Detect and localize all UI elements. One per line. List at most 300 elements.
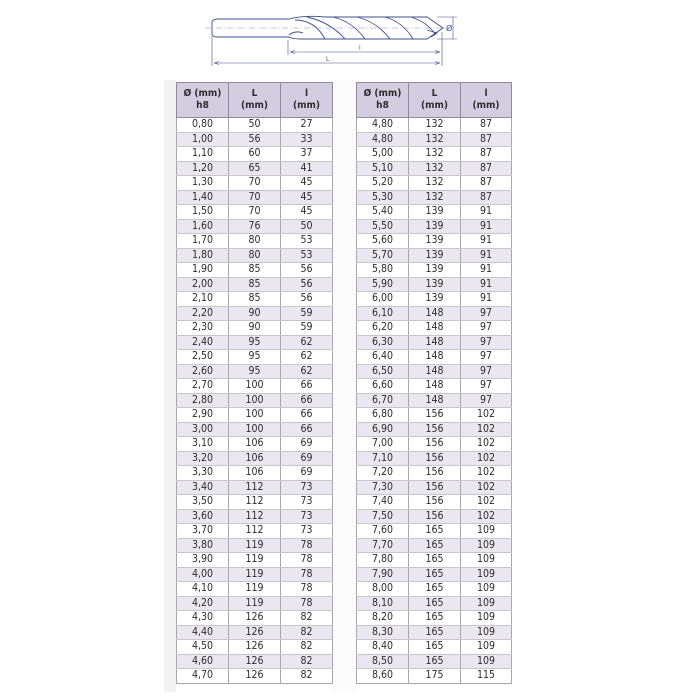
table-row <box>177 335 333 350</box>
table-row <box>357 292 512 307</box>
total-length-cell: 119 <box>229 596 281 611</box>
total-length-cell: 139 <box>409 205 461 220</box>
table-row <box>357 350 512 365</box>
table-row <box>177 205 333 220</box>
flute-length-cell: 73 <box>281 480 333 495</box>
table-header-row <box>177 83 333 118</box>
table-row <box>357 553 512 568</box>
table-row <box>177 292 333 307</box>
table-body-right <box>357 118 512 684</box>
total-length-cell: 132 <box>409 190 461 205</box>
total-length-cell: 148 <box>409 335 461 350</box>
flute-length-cell: 37 <box>281 147 333 162</box>
diameter-cell: 4,30 <box>177 611 229 626</box>
total-length-cell: 126 <box>229 611 281 626</box>
table-row <box>357 190 512 205</box>
header-flute-length <box>461 83 512 118</box>
table-row <box>357 364 512 379</box>
flute-length-cell: 69 <box>281 437 333 452</box>
table-row <box>177 567 333 582</box>
diameter-cell: 6,70 <box>357 393 409 408</box>
diameter-cell: 0,80 <box>177 118 229 133</box>
flute-length-cell: 69 <box>281 466 333 481</box>
diameter-cell: 3,10 <box>177 437 229 452</box>
flute-length-cell: 53 <box>281 234 333 249</box>
total-length-cell: 95 <box>229 350 281 365</box>
total-length-cell: 148 <box>409 321 461 336</box>
diameter-cell: 6,80 <box>357 408 409 423</box>
flute-length-cell: 66 <box>281 379 333 394</box>
diameter-cell: 7,70 <box>357 538 409 553</box>
table-header-row <box>357 83 512 118</box>
diameter-cell: 1,40 <box>177 190 229 205</box>
flute-length-cell: 97 <box>461 306 512 321</box>
flute-length-cell: 91 <box>461 234 512 249</box>
total-length-cell: 156 <box>409 437 461 452</box>
total-length-cell: 85 <box>229 292 281 307</box>
diameter-cell: 7,80 <box>357 553 409 568</box>
total-length-cell: 165 <box>409 596 461 611</box>
diameter-cell: 3,60 <box>177 509 229 524</box>
table-row <box>177 524 333 539</box>
diameter-cell: 2,60 <box>177 364 229 379</box>
flute-length-cell: 109 <box>461 553 512 568</box>
table-row <box>177 306 333 321</box>
diameter-cell: 6,40 <box>357 350 409 365</box>
flute-length-cell: 53 <box>281 248 333 263</box>
table-gap-panel <box>332 80 356 692</box>
table-row <box>357 422 512 437</box>
flute-length-cell: 109 <box>461 611 512 626</box>
flute-length-cell: 45 <box>281 190 333 205</box>
flute-length-cell: 56 <box>281 292 333 307</box>
table-row <box>357 509 512 524</box>
flute-length-cell: 78 <box>281 596 333 611</box>
total-length-cell: 85 <box>229 277 281 292</box>
total-length-cell: 139 <box>409 277 461 292</box>
flute-length-cell: 97 <box>461 364 512 379</box>
total-length-cell: 126 <box>229 654 281 669</box>
diameter-cell: 4,80 <box>357 118 409 133</box>
header-diameter <box>357 83 409 118</box>
diameter-cell: 5,60 <box>357 234 409 249</box>
total-length-cell: 165 <box>409 567 461 582</box>
diameter-cell: 2,90 <box>177 408 229 423</box>
header-flute-length-label: l <box>484 88 488 99</box>
table-row <box>177 219 333 234</box>
table-row <box>177 640 333 655</box>
drill-size-table-right <box>356 82 512 684</box>
total-length-cell: 70 <box>229 205 281 220</box>
table-row <box>177 161 333 176</box>
total-length-cell: 139 <box>409 219 461 234</box>
flute-length-cell: 73 <box>281 524 333 539</box>
flute-length-cell: 109 <box>461 596 512 611</box>
total-length-cell: 119 <box>229 567 281 582</box>
total-length-cell: 156 <box>409 466 461 481</box>
flute-length-cell: 102 <box>461 495 512 510</box>
total-length-cell: 139 <box>409 248 461 263</box>
flute-length-cell: 97 <box>461 321 512 336</box>
diameter-cell: 1,30 <box>177 176 229 191</box>
total-length-cell: 156 <box>409 422 461 437</box>
table-body-left <box>177 118 333 684</box>
total-length-cell: 65 <box>229 161 281 176</box>
diameter-cell: 6,90 <box>357 422 409 437</box>
flute-length-cell: 109 <box>461 654 512 669</box>
flute-length-cell: 109 <box>461 582 512 597</box>
total-length-cell: 165 <box>409 625 461 640</box>
table-row <box>357 669 512 684</box>
table-row <box>177 582 333 597</box>
table-row <box>177 654 333 669</box>
table-row <box>177 451 333 466</box>
table-row <box>357 248 512 263</box>
header-total-length-label: L <box>251 88 258 99</box>
flute-length-cell: 87 <box>461 118 512 133</box>
table-row <box>177 422 333 437</box>
diameter-cell: 4,40 <box>177 625 229 640</box>
flute-length-cell: 73 <box>281 509 333 524</box>
total-length-cell: 106 <box>229 437 281 452</box>
diameter-cell: 3,70 <box>177 524 229 539</box>
diameter-cell: 2,40 <box>177 335 229 350</box>
flute-length-cell: 109 <box>461 567 512 582</box>
total-length-cell: 119 <box>229 553 281 568</box>
flute-length-cell: 102 <box>461 509 512 524</box>
table-row <box>357 205 512 220</box>
diameter-cell: 5,90 <box>357 277 409 292</box>
flute-length-cell: 87 <box>461 161 512 176</box>
total-length-cell: 165 <box>409 553 461 568</box>
header-diameter-tolerance: h8 <box>196 100 209 111</box>
diameter-cell: 5,70 <box>357 248 409 263</box>
total-length-cell: 165 <box>409 611 461 626</box>
flute-length-cell: 97 <box>461 350 512 365</box>
table-row <box>177 625 333 640</box>
diameter-cell: 2,70 <box>177 379 229 394</box>
total-length-cell: 50 <box>229 118 281 133</box>
diameter-cell: 7,10 <box>357 451 409 466</box>
total-length-cell: 156 <box>409 509 461 524</box>
flute-length-cell: 102 <box>461 422 512 437</box>
table-row <box>357 480 512 495</box>
total-length-cell: 70 <box>229 176 281 191</box>
diameter-cell: 4,70 <box>177 669 229 684</box>
diameter-cell: 8,40 <box>357 640 409 655</box>
total-length-cell: 100 <box>229 379 281 394</box>
table-row <box>357 219 512 234</box>
total-length-cell: 132 <box>409 147 461 162</box>
table-row <box>357 393 512 408</box>
diameter-cell: 3,00 <box>177 422 229 437</box>
total-length-cell: 139 <box>409 234 461 249</box>
diameter-cell: 7,30 <box>357 480 409 495</box>
table-row <box>177 611 333 626</box>
diameter-cell: 4,20 <box>177 596 229 611</box>
flute-length-cell: 91 <box>461 205 512 220</box>
total-length-cell: 95 <box>229 335 281 350</box>
header-diameter-label: Ø (mm) <box>183 88 222 99</box>
flute-length-cell: 78 <box>281 582 333 597</box>
flute-length-cell: 102 <box>461 480 512 495</box>
table-row <box>177 190 333 205</box>
total-length-cell: 126 <box>229 625 281 640</box>
diameter-cell: 6,50 <box>357 364 409 379</box>
diameter-cell: 1,90 <box>177 263 229 278</box>
table-row <box>357 437 512 452</box>
flute-length-cell: 91 <box>461 219 512 234</box>
header-total-length <box>229 83 281 118</box>
total-length-cell: 148 <box>409 379 461 394</box>
table-row <box>357 495 512 510</box>
table-row <box>177 321 333 336</box>
flute-length-cell: 97 <box>461 379 512 394</box>
diameter-cell: 2,10 <box>177 292 229 307</box>
total-length-cell: 148 <box>409 393 461 408</box>
flute-length-cell: 41 <box>281 161 333 176</box>
diameter-cell: 7,20 <box>357 466 409 481</box>
total-length-cell: 148 <box>409 350 461 365</box>
flute-length-cell: 78 <box>281 553 333 568</box>
total-length-cell: 139 <box>409 263 461 278</box>
total-length-cell: 80 <box>229 234 281 249</box>
total-length-cell: 139 <box>409 292 461 307</box>
total-length-symbol: L <box>326 56 330 63</box>
total-length-cell: 70 <box>229 190 281 205</box>
total-length-cell: 56 <box>229 132 281 147</box>
diameter-cell: 3,50 <box>177 495 229 510</box>
header-total-length <box>409 83 461 118</box>
table-row <box>357 147 512 162</box>
header-total-length-unit: (mm) <box>241 100 268 111</box>
diameter-cell: 2,20 <box>177 306 229 321</box>
total-length-cell: 112 <box>229 495 281 510</box>
total-length-cell: 119 <box>229 538 281 553</box>
flute-length-cell: 109 <box>461 625 512 640</box>
table-row <box>177 437 333 452</box>
table-row <box>177 408 333 423</box>
table-row <box>177 350 333 365</box>
total-length-cell: 112 <box>229 509 281 524</box>
flute-length-symbol: l <box>359 45 361 52</box>
flute-length-cell: 82 <box>281 640 333 655</box>
table-row <box>357 118 512 133</box>
flute-length-cell: 66 <box>281 408 333 423</box>
header-flute-length-unit: (mm) <box>472 100 500 111</box>
diameter-cell: 8,30 <box>357 625 409 640</box>
flute-length-cell: 91 <box>461 263 512 278</box>
total-length-cell: 156 <box>409 408 461 423</box>
flute-length-cell: 62 <box>281 350 333 365</box>
flute-length-cell: 87 <box>461 190 512 205</box>
flute-length-cell: 102 <box>461 408 512 423</box>
diameter-cell: 1,20 <box>177 161 229 176</box>
flute-length-cell: 91 <box>461 248 512 263</box>
flute-length-cell: 91 <box>461 277 512 292</box>
table-row <box>177 553 333 568</box>
diameter-cell: 7,50 <box>357 509 409 524</box>
table-row <box>357 538 512 553</box>
table-row <box>357 306 512 321</box>
diameter-cell: 5,00 <box>357 147 409 162</box>
diameter-symbol: Ø <box>446 24 453 33</box>
table-row <box>177 277 333 292</box>
table-row <box>177 669 333 684</box>
total-length-cell: 126 <box>229 640 281 655</box>
total-length-cell: 95 <box>229 364 281 379</box>
diameter-cell: 8,10 <box>357 596 409 611</box>
flute-length-cell: 97 <box>461 393 512 408</box>
flute-length-cell: 62 <box>281 364 333 379</box>
total-length-cell: 165 <box>409 538 461 553</box>
drill-bit-outline <box>205 16 453 39</box>
flute-length-cell: 59 <box>281 306 333 321</box>
flute-length-cell: 102 <box>461 466 512 481</box>
table-row <box>357 321 512 336</box>
diameter-cell: 1,80 <box>177 248 229 263</box>
table-row <box>357 654 512 669</box>
diameter-cell: 1,00 <box>177 132 229 147</box>
diameter-cell: 2,50 <box>177 350 229 365</box>
flute-length-cell: 50 <box>281 219 333 234</box>
flute-length-cell: 33 <box>281 132 333 147</box>
diameter-cell: 5,10 <box>357 161 409 176</box>
table-row <box>357 335 512 350</box>
table-row <box>177 147 333 162</box>
total-length-cell: 85 <box>229 263 281 278</box>
diameter-cell: 2,00 <box>177 277 229 292</box>
diameter-cell: 3,30 <box>177 466 229 481</box>
header-flute-length-label: l <box>304 88 309 99</box>
total-length-cell: 132 <box>409 132 461 147</box>
diameter-cell: 3,80 <box>177 538 229 553</box>
diameter-cell: 4,80 <box>357 132 409 147</box>
flute-length-cell: 45 <box>281 205 333 220</box>
diameter-cell: 6,60 <box>357 379 409 394</box>
diameter-cell: 6,30 <box>357 335 409 350</box>
table-row <box>357 408 512 423</box>
diameter-cell: 7,40 <box>357 495 409 510</box>
flute-length-cell: 66 <box>281 393 333 408</box>
table-row <box>177 393 333 408</box>
flute-length-cell: 109 <box>461 538 512 553</box>
table-row <box>357 379 512 394</box>
total-length-cell: 100 <box>229 393 281 408</box>
diameter-cell: 8,20 <box>357 611 409 626</box>
diameter-cell: 4,00 <box>177 567 229 582</box>
flute-length-cell: 82 <box>281 611 333 626</box>
flute-length-cell: 82 <box>281 669 333 684</box>
flute-length-cell: 62 <box>281 335 333 350</box>
diameter-cell: 8,50 <box>357 654 409 669</box>
diameter-cell: 8,00 <box>357 582 409 597</box>
diameter-cell: 3,40 <box>177 480 229 495</box>
dimension-lines <box>212 17 457 66</box>
diameter-cell: 1,70 <box>177 234 229 249</box>
diameter-cell: 8,60 <box>357 669 409 684</box>
table-row <box>357 451 512 466</box>
flute-length-cell: 73 <box>281 495 333 510</box>
total-length-cell: 132 <box>409 176 461 191</box>
total-length-cell: 100 <box>229 408 281 423</box>
table-row <box>177 509 333 524</box>
diameter-cell: 7,00 <box>357 437 409 452</box>
header-total-length-unit: (mm) <box>421 100 448 111</box>
table-row <box>177 379 333 394</box>
background-panel <box>164 80 176 692</box>
drill-size-table-left <box>176 82 333 684</box>
table-row <box>177 466 333 481</box>
diameter-cell: 5,40 <box>357 205 409 220</box>
diameter-cell: 2,30 <box>177 321 229 336</box>
diameter-cell: 1,60 <box>177 219 229 234</box>
table-row <box>177 495 333 510</box>
total-length-cell: 148 <box>409 306 461 321</box>
diameter-cell: 6,20 <box>357 321 409 336</box>
total-length-cell: 156 <box>409 480 461 495</box>
total-length-cell: 90 <box>229 321 281 336</box>
flute-length-cell: 115 <box>461 669 512 684</box>
header-total-length-label: L <box>431 88 438 99</box>
table-row <box>357 567 512 582</box>
diameter-cell: 4,60 <box>177 654 229 669</box>
header-diameter-label: Ø (mm) <box>363 88 402 99</box>
flute-length-cell: 69 <box>281 451 333 466</box>
table-row <box>177 538 333 553</box>
total-length-cell: 165 <box>409 640 461 655</box>
total-length-cell: 119 <box>229 582 281 597</box>
diameter-cell: 2,80 <box>177 393 229 408</box>
flute-length-cell: 27 <box>281 118 333 133</box>
flute-length-cell: 87 <box>461 147 512 162</box>
flute-length-cell: 45 <box>281 176 333 191</box>
total-length-cell: 90 <box>229 306 281 321</box>
header-diameter-tolerance: h8 <box>376 100 389 111</box>
diameter-cell: 5,20 <box>357 176 409 191</box>
total-length-cell: 112 <box>229 480 281 495</box>
total-length-cell: 175 <box>409 669 461 684</box>
total-length-cell: 126 <box>229 669 281 684</box>
diameter-cell: 5,80 <box>357 263 409 278</box>
flute-length-cell: 102 <box>461 451 512 466</box>
table-row <box>177 176 333 191</box>
diameter-cell: 7,90 <box>357 567 409 582</box>
diameter-cell: 1,50 <box>177 205 229 220</box>
total-length-cell: 106 <box>229 451 281 466</box>
total-length-cell: 60 <box>229 147 281 162</box>
flute-length-cell: 56 <box>281 263 333 278</box>
diameter-cell: 3,20 <box>177 451 229 466</box>
flute-length-cell: 109 <box>461 524 512 539</box>
table-row <box>357 263 512 278</box>
table-row <box>357 625 512 640</box>
flute-length-cell: 102 <box>461 437 512 452</box>
table-row <box>357 132 512 147</box>
total-length-cell: 132 <box>409 118 461 133</box>
table-row <box>357 596 512 611</box>
diameter-cell: 7,60 <box>357 524 409 539</box>
total-length-cell: 156 <box>409 495 461 510</box>
table-row <box>177 132 333 147</box>
total-length-cell: 165 <box>409 654 461 669</box>
total-length-cell: 100 <box>229 422 281 437</box>
table-row <box>357 524 512 539</box>
table-row <box>177 234 333 249</box>
diameter-cell: 6,00 <box>357 292 409 307</box>
table-row <box>177 364 333 379</box>
flute-length-cell: 97 <box>461 335 512 350</box>
